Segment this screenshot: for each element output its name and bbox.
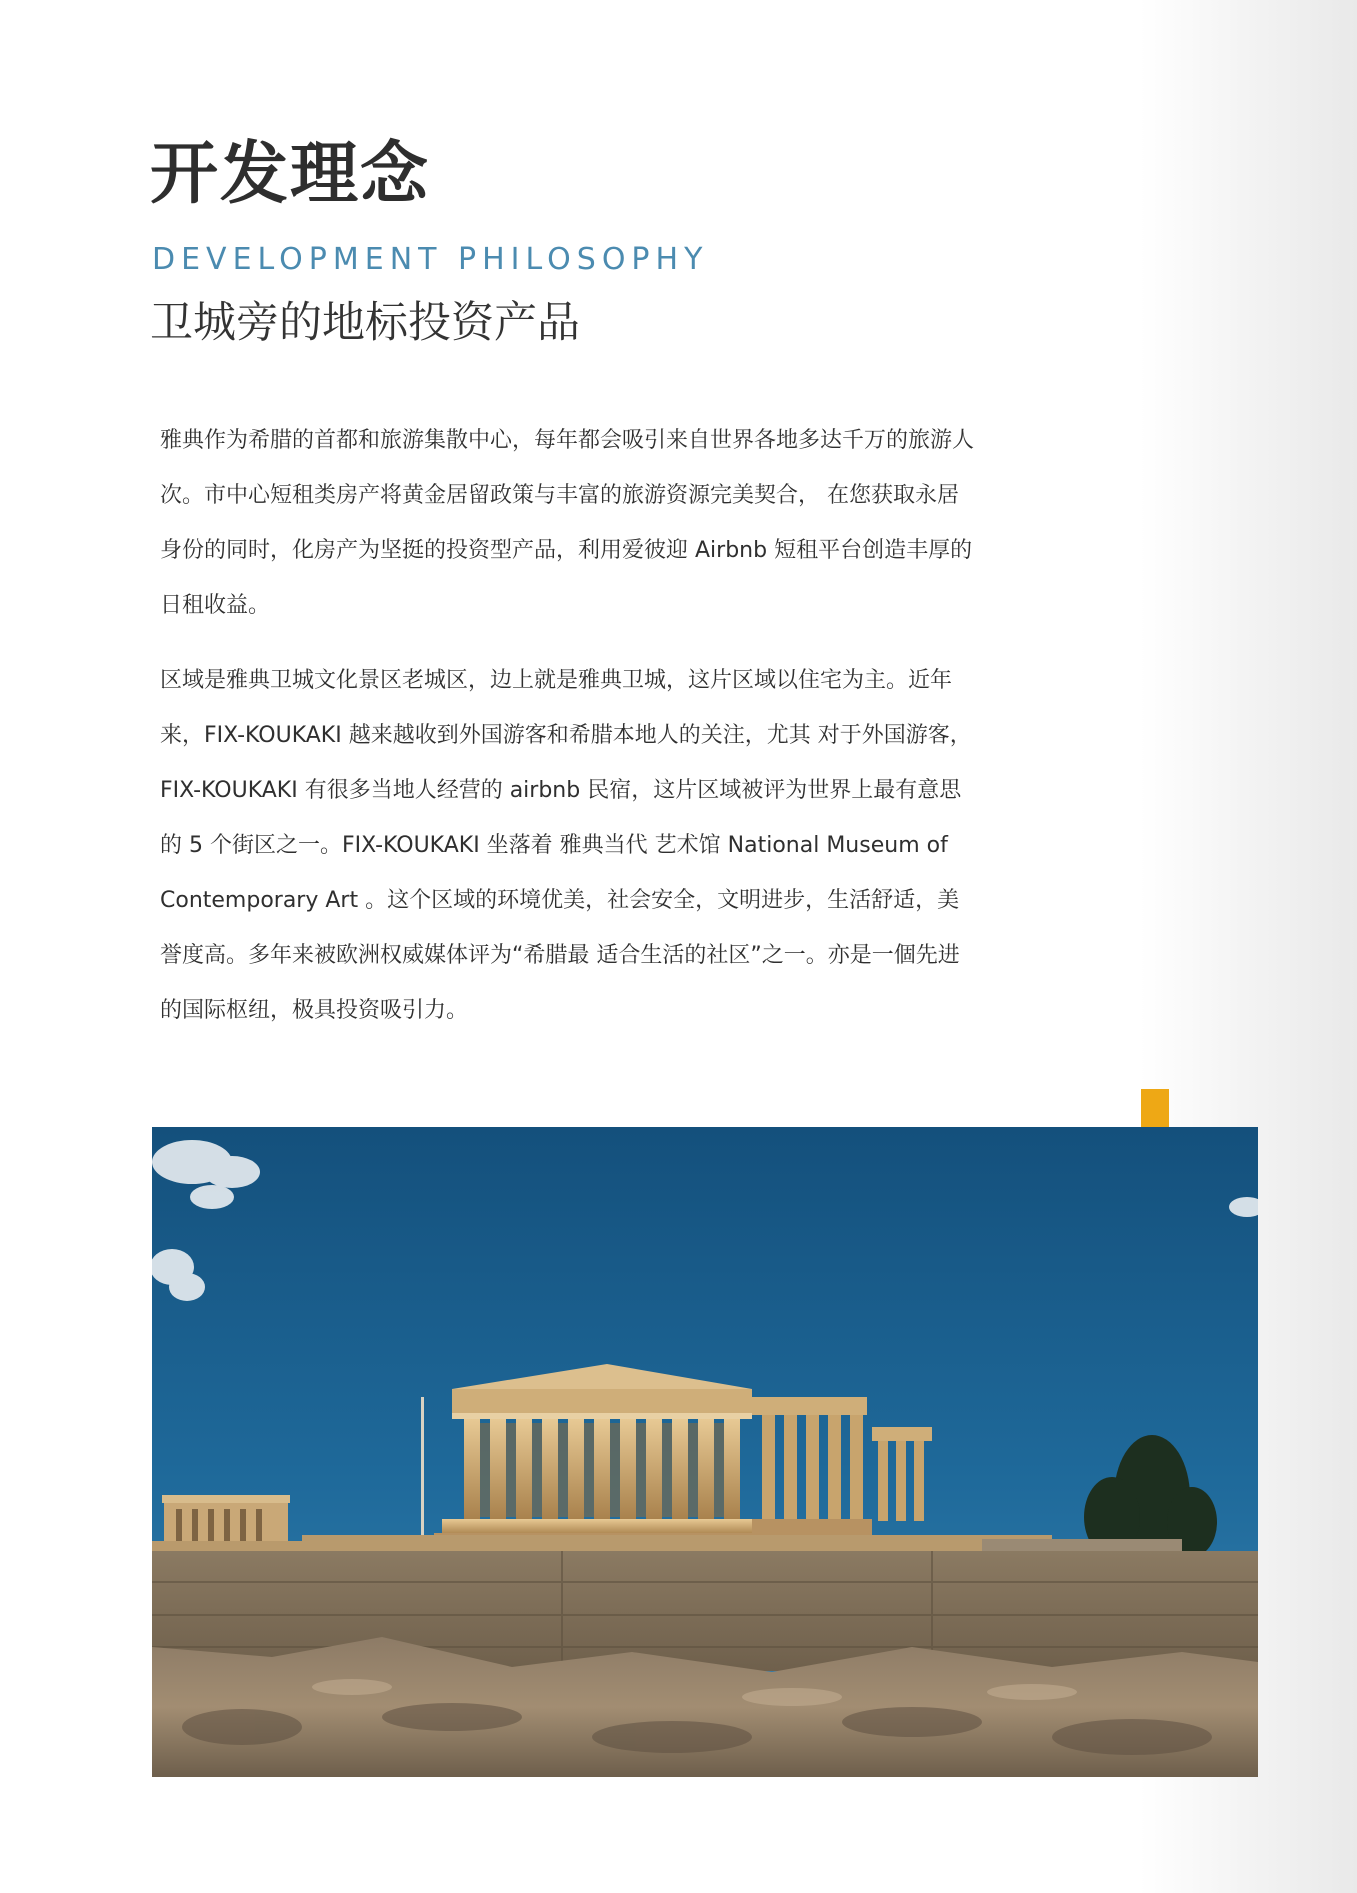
body-text (160, 413, 980, 1058)
page-title: 开发理念 (150, 134, 431, 214)
page-subtitle: 卫城旁的地标投资产品 (150, 298, 580, 348)
paragraph-intro: 雅典作为希腊的首都和旅游集散中心，每年都会吸引来自世界各地多达千万的旅游人次。市中心短租类房产将黄金居留政策与丰富的旅游资源完美契合， 在您获取永居身份的同时，化房产为坚挺的投资型产品，利用爱彼迎 Airbnb 短租平台创造丰厚的日租收益。 (160, 428, 975, 618)
page-title-english: DEVELOPMENT PHILOSOPHY (152, 242, 709, 277)
acropolis-photo (152, 1127, 1258, 1777)
paragraph-district: 区域是雅典卫城文化景区老城区，边上就是雅典卫城，这片区域以住宅为主。近年来，FIX-KOUKAKI 越来越收到外国游客和希腊本地人的关注，尤其 对于外国游客，FIX-KOUKAKI 有很多当地人经营的 airbnb 民宿，这片区域被评为世界上最有意思的 5 个街区之一。FIX-KOUKAKI 坐落着 雅典当代 艺术馆 National Museum of Contemporary Art 。这个区域的环境优美，社会安全，文明进步，生活舒适，美誉度高。多年来被欧洲权威媒体评为“希腊最 适合生活的社区”之一。亦是一個先进的国际枢纽，极具投资吸引力。 (160, 668, 972, 1023)
